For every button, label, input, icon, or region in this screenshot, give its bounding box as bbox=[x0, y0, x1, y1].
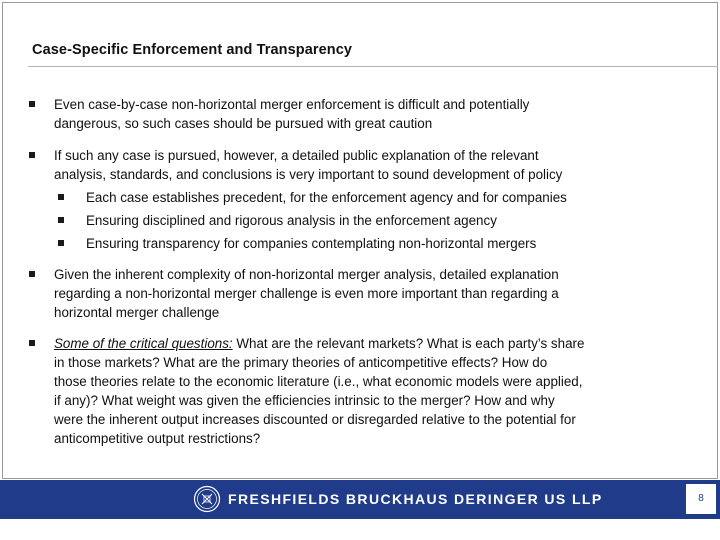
title-divider bbox=[28, 66, 718, 67]
bullet-1-line-1: Even case-by-case non-horizontal merger enforcement is difficult and potentially bbox=[54, 97, 530, 112]
bullet-3-line-1: Given the inherent complexity of non-horizontal merger analysis, detailed explanation bbox=[54, 267, 559, 282]
bullet-4-line-4: if any)? What weight was given the efficiencies intrinsic to the merger? How and why bbox=[54, 393, 555, 408]
bullet-marker bbox=[29, 340, 35, 346]
bullet-4-line-1-rest: What are the relevant markets? What is each party’s share bbox=[232, 336, 585, 351]
bullet-4-line-1 bbox=[54, 334, 684, 353]
bullet-marker bbox=[29, 101, 35, 107]
sub-bullet-3: Ensuring transparency for companies contemplating non-horizontal mergers bbox=[86, 236, 537, 251]
page-number: 8 bbox=[698, 493, 704, 504]
bullet-text-4 bbox=[54, 334, 684, 448]
footer-margin bbox=[0, 519, 720, 540]
bullet-text-3 bbox=[54, 265, 684, 322]
bullet-marker bbox=[29, 152, 35, 158]
bullet-text-2 bbox=[54, 146, 684, 184]
bullet-3-line-2: regarding a non-horizontal merger challenge is even more important than regarding a bbox=[54, 286, 559, 301]
bullet-3-line-3: horizontal merger challenge bbox=[54, 305, 220, 320]
firm-name: FRESHFIELDS BRUCKHAUS DERINGER US LLP bbox=[228, 491, 603, 507]
bullet-1-line-2: dangerous, so such cases should be pursued with great caution bbox=[54, 116, 433, 131]
bullet-4-line-2: in those markets? What are the primary theories of anticompetitive effects? How do bbox=[54, 355, 548, 370]
sub-bullet-marker bbox=[58, 194, 64, 200]
bullet-2-line-1: If such any case is pursued, however, a detailed public explanation of the relevant bbox=[54, 148, 539, 163]
bullet-4-line-5: were the inherent output increases discounted or disregarded relative to the potential for bbox=[54, 412, 576, 427]
bullet-4-line-6: anticompetitive output restrictions? bbox=[54, 431, 261, 446]
firm-seal-icon bbox=[193, 485, 221, 513]
bullet-marker bbox=[29, 271, 35, 277]
page-number-box bbox=[686, 484, 716, 514]
sub-bullet-1: Each case establishes precedent, for the enforcement agency and for companies bbox=[86, 190, 567, 205]
critical-questions-lead: Some of the critical questions: bbox=[54, 336, 233, 351]
bullet-4-line-3: those theories relate to the economic literature (i.e., what economic models were applied, bbox=[54, 374, 583, 389]
bullet-2-line-2: analysis, standards, and conclusions is very important to sound development of policy bbox=[54, 167, 563, 182]
sub-bullet-marker bbox=[58, 217, 64, 223]
sub-bullet-2: Ensuring disciplined and rigorous analysis in the enforcement agency bbox=[86, 213, 497, 228]
sub-bullet-marker bbox=[58, 240, 64, 246]
bullet-text-1 bbox=[54, 95, 684, 133]
slide-title: Case-Specific Enforcement and Transparency bbox=[32, 42, 353, 58]
